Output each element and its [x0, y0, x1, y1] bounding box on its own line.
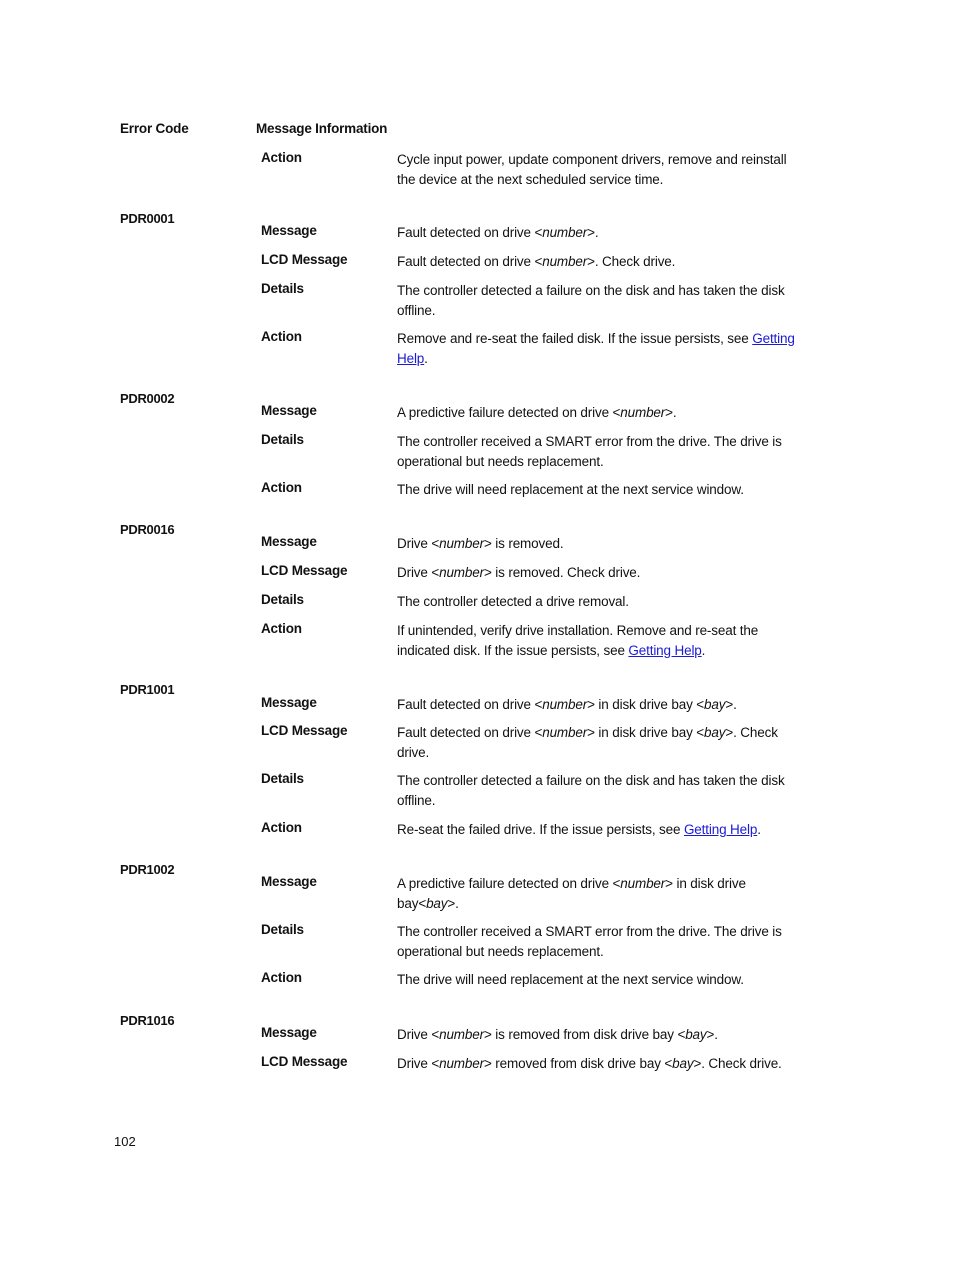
field-key: Action — [261, 150, 302, 165]
field-key: LCD Message — [261, 563, 348, 578]
field-key: Action — [261, 820, 302, 835]
field-value: If unintended, verify drive installation. Remove and re-seat the indicated disk. If the issue persists, see Getting Help. — [397, 623, 759, 658]
field-value: Drive <number> is removed. — [397, 536, 564, 551]
error-code-pdr0016: PDR0016 — [120, 522, 175, 537]
field-key: Action — [261, 480, 302, 495]
field-key: LCD Message — [261, 252, 348, 267]
field-key: Message — [261, 874, 317, 889]
page-number: 102 — [114, 1134, 136, 1149]
field-value: The controller received a SMART error from the drive. The drive is operational but needs replacement. — [397, 434, 782, 469]
field-key: Action — [261, 329, 302, 344]
field-key: Message — [261, 534, 317, 549]
field-value: The drive will need replacement at the next service window. — [397, 972, 744, 987]
field-value: Fault detected on drive <number> in disk drive bay <bay>. Check drive. — [397, 725, 778, 760]
field-value: Drive <number> is removed from disk drive bay <bay>. — [397, 1027, 718, 1042]
error-code-pdr0001: PDR0001 — [120, 211, 175, 226]
field-key: Details — [261, 432, 304, 447]
field-value: The drive will need replacement at the next service window. — [397, 482, 744, 497]
field-value: A predictive failure detected on drive <number> in disk drive bay<bay>. — [397, 876, 746, 911]
field-value: The controller received a SMART error from the drive. The drive is operational but needs replacement. — [397, 924, 782, 959]
field-value: Fault detected on drive <number> in disk drive bay <bay>. — [397, 697, 737, 712]
error-code-pdr0002: PDR0002 — [120, 391, 175, 406]
getting-help-link[interactable]: Getting Help — [683, 822, 758, 837]
column-header-error-code: Error Code — [120, 121, 189, 136]
error-code-pdr1002: PDR1002 — [120, 862, 175, 877]
field-value: Fault detected on drive <number>. — [397, 225, 599, 240]
field-key: Action — [261, 621, 302, 636]
field-value: Drive <number> removed from disk drive bay <bay>. Check drive. — [397, 1056, 782, 1071]
field-key: Details — [261, 281, 304, 296]
field-value: A predictive failure detected on drive <number>. — [397, 405, 677, 420]
getting-help-link[interactable]: Getting Help — [628, 642, 702, 658]
field-value: The controller detected a drive removal. — [397, 594, 629, 609]
field-key: Message — [261, 403, 317, 418]
field-key: Details — [261, 922, 304, 937]
field-value: The controller detected a failure on the disk and has taken the disk offline. — [397, 773, 785, 808]
field-key: LCD Message — [261, 723, 348, 738]
field-key: Details — [261, 592, 304, 607]
error-code-pdr1001: PDR1001 — [120, 682, 175, 697]
field-key: Action — [261, 970, 302, 985]
field-value: Drive <number> is removed. Check drive. — [397, 565, 641, 580]
error-code-pdr1016: PDR1016 — [120, 1013, 175, 1028]
field-key: Message — [261, 695, 317, 710]
field-value: The controller detected a failure on the disk and has taken the disk offline. — [397, 283, 785, 318]
field-value: Remove and re-seat the failed disk. If the issue persists, see Getting Help. — [397, 331, 795, 366]
column-header-message-information: Message Information — [256, 121, 388, 136]
field-key: LCD Message — [261, 1054, 348, 1069]
field-value: Cycle input power, update component drivers, remove and reinstall the device at the next scheduled service time. — [397, 152, 787, 187]
field-key: Message — [261, 223, 317, 238]
field-key: Message — [261, 1025, 317, 1040]
field-key: Details — [261, 771, 304, 786]
field-value: Fault detected on drive <number>. Check drive. — [397, 254, 676, 269]
getting-help-link[interactable]: Getting Help — [397, 331, 795, 366]
field-value: Re-seat the failed drive. If the issue persists, see Getting Help. — [397, 822, 761, 837]
